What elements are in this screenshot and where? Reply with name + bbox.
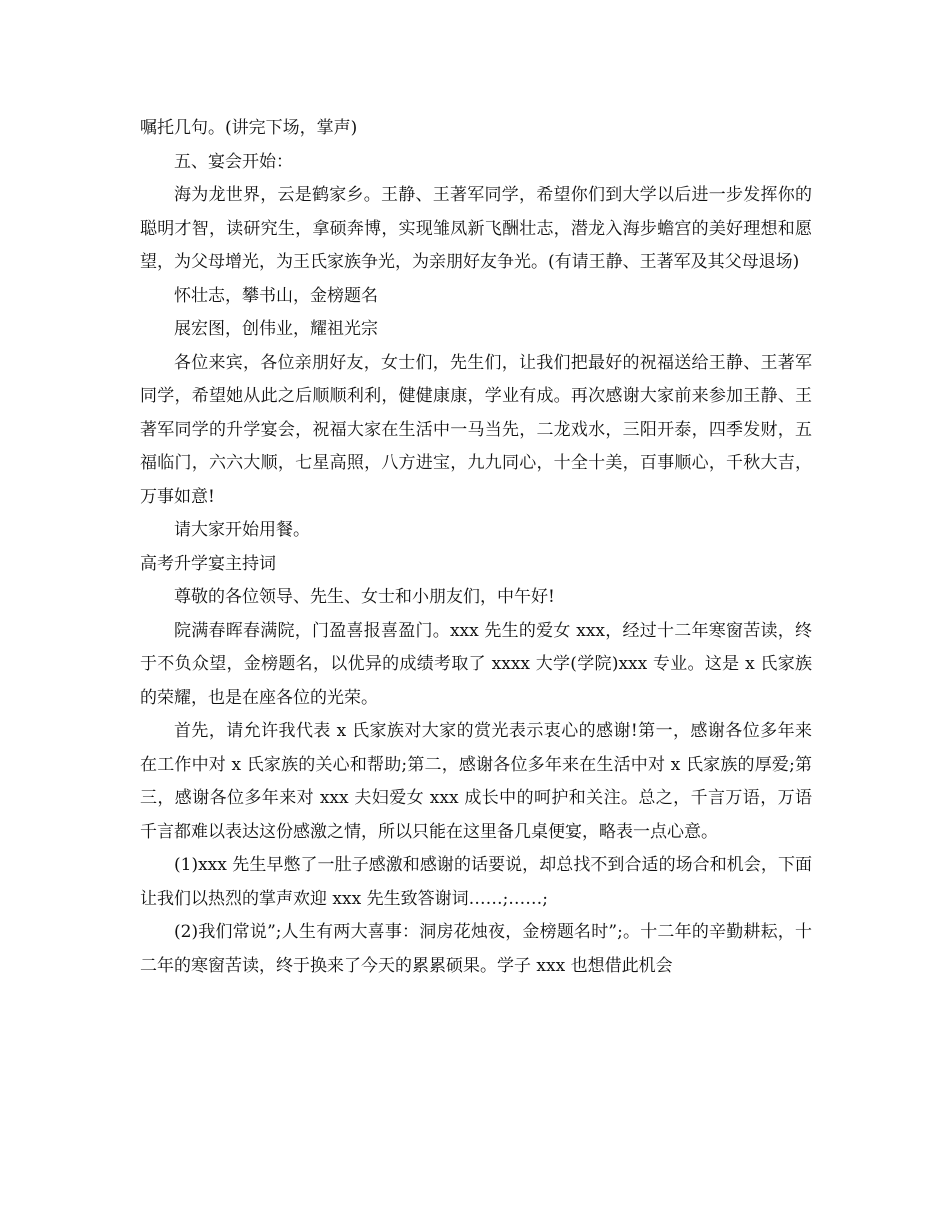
paragraph-8: 尊敬的各位领导、先生、女士和小朋友们，中午好! <box>174 587 555 607</box>
paragraph-11: (1)xxx 先生早憋了一肚子感激和感谢的话要说，却总找不到合适的场合和机会，下面让我们以热烈的掌声欢迎 xxx 先生致答谢词……;……; <box>140 855 812 909</box>
paragraph-12: (2)我们常说”;人生有两大喜事：洞房花烛夜，金榜题名时”;。十二年的辛勤耕耘，十二年的寒窗苦读，终于换来了今天的累累硕果。学子 xxx 也想借此机会 <box>140 922 812 976</box>
paragraph-3: 怀壮志，攀书山，金榜题名 <box>174 285 378 306</box>
paragraph-9: 院满春晖春满院，门盈喜报喜盈门。xxx 先生的爱女 xxx，经过十二年寒窗苦读，终于不负众望，金榜题名，以优异的成绩考取了 xxxx 大学(学院)xxx 专业。这是 x 氏家族的荣耀，也是在座各位的光荣。 <box>140 620 812 708</box>
paragraph-2: 海为龙世界，云是鹤家乡。王静、王著军同学，希望你们到大学以后进一步发挥你的聪明才智，读研究生，拿硕奔博，实现雏凤新飞酬壮志，潜龙入海步蟾宫的美好理想和愿望，为父母增光，为王氏家族争光，为亲朋好友争光。(有请王静、王著军及其父母退场) <box>140 185 812 272</box>
section-heading: 高考升学宴主持词 <box>140 553 276 574</box>
paragraph-5: 各位来宾，各位亲朋好友，女士们，先生们，让我们把最好的祝福送给王静、王著军同学，希望她从此之后顺顺利利，健健康康，学业有成。再次感谢大家前来参加王静、王著军同学的升学宴会，祝福大家在生活中一马当先，二龙戏水，三阳开泰，四季发财，五福临门，六六大顺，七星高照，八方进宝，九九同心，十全十美，百事顺心，千秋大吉，万事如意! <box>140 352 812 507</box>
paragraph-0: 嘱托几句。(讲完下场，掌声) <box>140 118 358 138</box>
document-body <box>140 112 812 983</box>
paragraph-6: 请大家开始用餐。 <box>174 520 310 540</box>
paragraph-4: 展宏图，创伟业，耀祖光宗 <box>174 319 378 339</box>
paragraph-10: 首先，请允许我代表 x 氏家族对大家的赏光表示衷心的感谢!第一，感谢各位多年来在工作中对 x 氏家族的关心和帮助;第二，感谢各位多年来在生活中对 x 氏家族的厚爱;第三，感谢各位多年来对 xxx 夫妇爱女 xxx 成长中的呵护和关注。总之，千言万语，万语千言都难以表达这份感激之情，所以只能在这里备几桌便宴，略表一点心意。 <box>140 721 812 842</box>
paragraph-1: 五、宴会开始： <box>174 151 293 172</box>
